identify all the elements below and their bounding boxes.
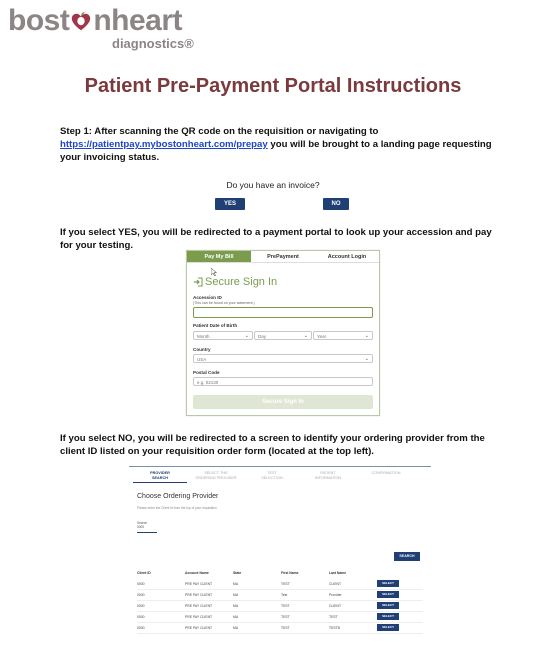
- table-row: [137, 579, 423, 590]
- cell-first-name: Test: [281, 593, 288, 597]
- step-confirmation[interactable]: [361, 471, 411, 476]
- cell-first-name: TEST: [281, 604, 290, 608]
- step-1-line2: SEARCH: [151, 475, 169, 480]
- step1-paragraph: [60, 125, 500, 164]
- step-provider-search[interactable]: [135, 471, 185, 480]
- cell-state: MA: [233, 582, 239, 586]
- logo-text-part1: bost: [8, 4, 70, 37]
- cell-state: MA: [233, 626, 239, 630]
- tab-pay-my-bill[interactable]: Pay My Bill: [187, 251, 251, 263]
- col-account-name: Account Name: [185, 571, 209, 575]
- no-paragraph: If you select NO, you will be redirected to a screen to identify your ordering provider from the client ID listed on your requisition order form (located at the top left).: [60, 433, 485, 457]
- search-label: Search: [137, 521, 148, 525]
- cell-account-name: PRE PAY CLIENT: [185, 626, 213, 630]
- chevron-down-icon: ⌄: [364, 356, 369, 362]
- step-4-line2: INFORMATION: [314, 475, 342, 480]
- table-row: [137, 601, 423, 612]
- cell-account-name: PRE PAY CLIENT: [185, 604, 213, 608]
- cell-client-id: 0000: [137, 615, 145, 619]
- chevron-down-icon: ⌄: [364, 333, 369, 339]
- cell-last-name: CLIENT: [329, 604, 342, 608]
- page-title: Patient Pre-Payment Portal Instructions: [84, 75, 462, 97]
- year-value: Year: [317, 334, 327, 339]
- table-row: [137, 623, 423, 634]
- step1-label: Step 1:: [60, 126, 92, 137]
- choose-provider-heading: Choose Ordering Provider: [137, 493, 219, 500]
- logo-text-part2: nheart: [93, 4, 183, 37]
- table-row: [137, 590, 423, 601]
- accession-label: Accession ID: [193, 295, 222, 300]
- active-step-underline: [133, 482, 187, 483]
- secure-sign-in-button[interactable]: Secure Sign In: [193, 395, 373, 409]
- cell-last-name: Provider: [329, 593, 342, 597]
- step-3-line1: TEST: [267, 471, 277, 475]
- sign-in-icon: [193, 277, 203, 287]
- cell-client-id: 0000: [137, 593, 145, 597]
- step1-text-a: After scanning the QR code on the requisition or navigating to: [92, 126, 379, 137]
- step-4-line1: PATIENT: [320, 471, 336, 475]
- cell-state: MA: [233, 615, 239, 619]
- country-select[interactable]: [193, 354, 373, 363]
- select-button[interactable]: SELECT: [377, 580, 399, 587]
- day-value: Day: [258, 334, 267, 339]
- step-5-line1: CONFIRMATION: [371, 471, 401, 475]
- boston-heart-logo: [8, 4, 194, 51]
- select-button[interactable]: SELECT: [377, 591, 399, 598]
- step-1-line1: PROVIDER: [150, 471, 170, 475]
- mouse-cursor-icon: [211, 268, 217, 276]
- cell-account-name: PRE PAY CLIENT: [185, 615, 213, 619]
- step-2-line1: SELECT THE: [204, 471, 228, 475]
- cell-account-name: PRE PAY CLIENT: [185, 582, 213, 586]
- provider-steps: [129, 466, 431, 489]
- col-first-name: First Name: [281, 571, 299, 575]
- postal-input[interactable]: [193, 377, 373, 386]
- no-button[interactable]: NO: [323, 198, 349, 210]
- select-button[interactable]: SELECT: [377, 624, 399, 631]
- day-select[interactable]: [254, 331, 312, 340]
- cell-last-name: TEST: [329, 615, 338, 619]
- chevron-down-icon: ⌄: [303, 333, 308, 339]
- yes-button[interactable]: YES: [215, 198, 245, 210]
- invoice-question: Do you have an invoice?: [226, 180, 320, 190]
- cell-first-name: TEST: [281, 626, 290, 630]
- provider-search-screen: [129, 466, 431, 642]
- prepay-link[interactable]: https://patientpay.mybostonheart.com/prepay: [60, 139, 268, 150]
- select-button[interactable]: SELECT: [377, 602, 399, 609]
- chevron-down-icon: ⌄: [244, 333, 249, 339]
- country-value: USA: [197, 357, 207, 362]
- step1-text-b: you will be brought to a landing page requesting your invoicing status.: [60, 139, 492, 163]
- search-button[interactable]: SEARCH: [394, 552, 420, 561]
- country-label: Country: [193, 347, 211, 352]
- year-select[interactable]: [313, 331, 373, 340]
- month-value: Month: [197, 334, 210, 339]
- step-patient-information[interactable]: [303, 471, 353, 480]
- step-select-ordering-provider[interactable]: [191, 471, 241, 480]
- cell-client-id: 0000: [137, 626, 145, 630]
- cell-account-name: PRE PAY CLIENT: [185, 593, 213, 597]
- yes-paragraph: If you select YES, you will be redirected to a payment portal to look up your accession and pay for your testing.: [60, 227, 492, 251]
- step-test-selection[interactable]: [247, 471, 297, 480]
- postal-placeholder: e.g. 02130: [197, 380, 219, 385]
- logo-subtitle: diagnostics®: [112, 36, 194, 51]
- search-value: 0000: [137, 525, 145, 529]
- cell-state: MA: [233, 593, 239, 597]
- cell-first-name: TEST: [281, 615, 290, 619]
- col-client-id: Client ID: [137, 571, 151, 575]
- cell-last-name: CLIENT: [329, 582, 342, 586]
- cell-client-id: 0000: [137, 604, 145, 608]
- heart-logo-icon: [70, 11, 92, 33]
- search-underline: [137, 532, 157, 533]
- secure-sign-in-heading: [193, 276, 277, 288]
- cell-state: MA: [233, 604, 239, 608]
- postal-label: Postal Code: [193, 370, 220, 375]
- tab-account-login[interactable]: Account Login: [315, 251, 379, 263]
- search-field[interactable]: [137, 521, 147, 529]
- client-id-hint: Please enter the Client Id from the top of your requisition: [137, 506, 217, 510]
- pay-portal-tabs: [187, 251, 379, 263]
- cell-last-name: TESTB: [329, 626, 340, 630]
- secure-sign-in-text: Secure Sign In: [205, 276, 278, 288]
- step-2-line2: ORDERING PROVIDER: [195, 475, 237, 480]
- col-state: State: [233, 571, 242, 575]
- table-row: [137, 612, 423, 623]
- accession-hint: (This can be found on your statement.): [193, 301, 255, 305]
- col-last-name: Last Name: [329, 571, 347, 575]
- select-button[interactable]: SELECT: [377, 613, 399, 620]
- month-select[interactable]: [193, 331, 253, 340]
- cell-client-id: 0000: [137, 582, 145, 586]
- accession-input[interactable]: [193, 307, 373, 318]
- step-3-line2: SELECTION: [261, 475, 283, 480]
- dob-label: Patient Date of Birth: [193, 323, 238, 328]
- cell-first-name: TEST: [281, 582, 290, 586]
- tab-prepayment[interactable]: PrePayment: [251, 251, 315, 263]
